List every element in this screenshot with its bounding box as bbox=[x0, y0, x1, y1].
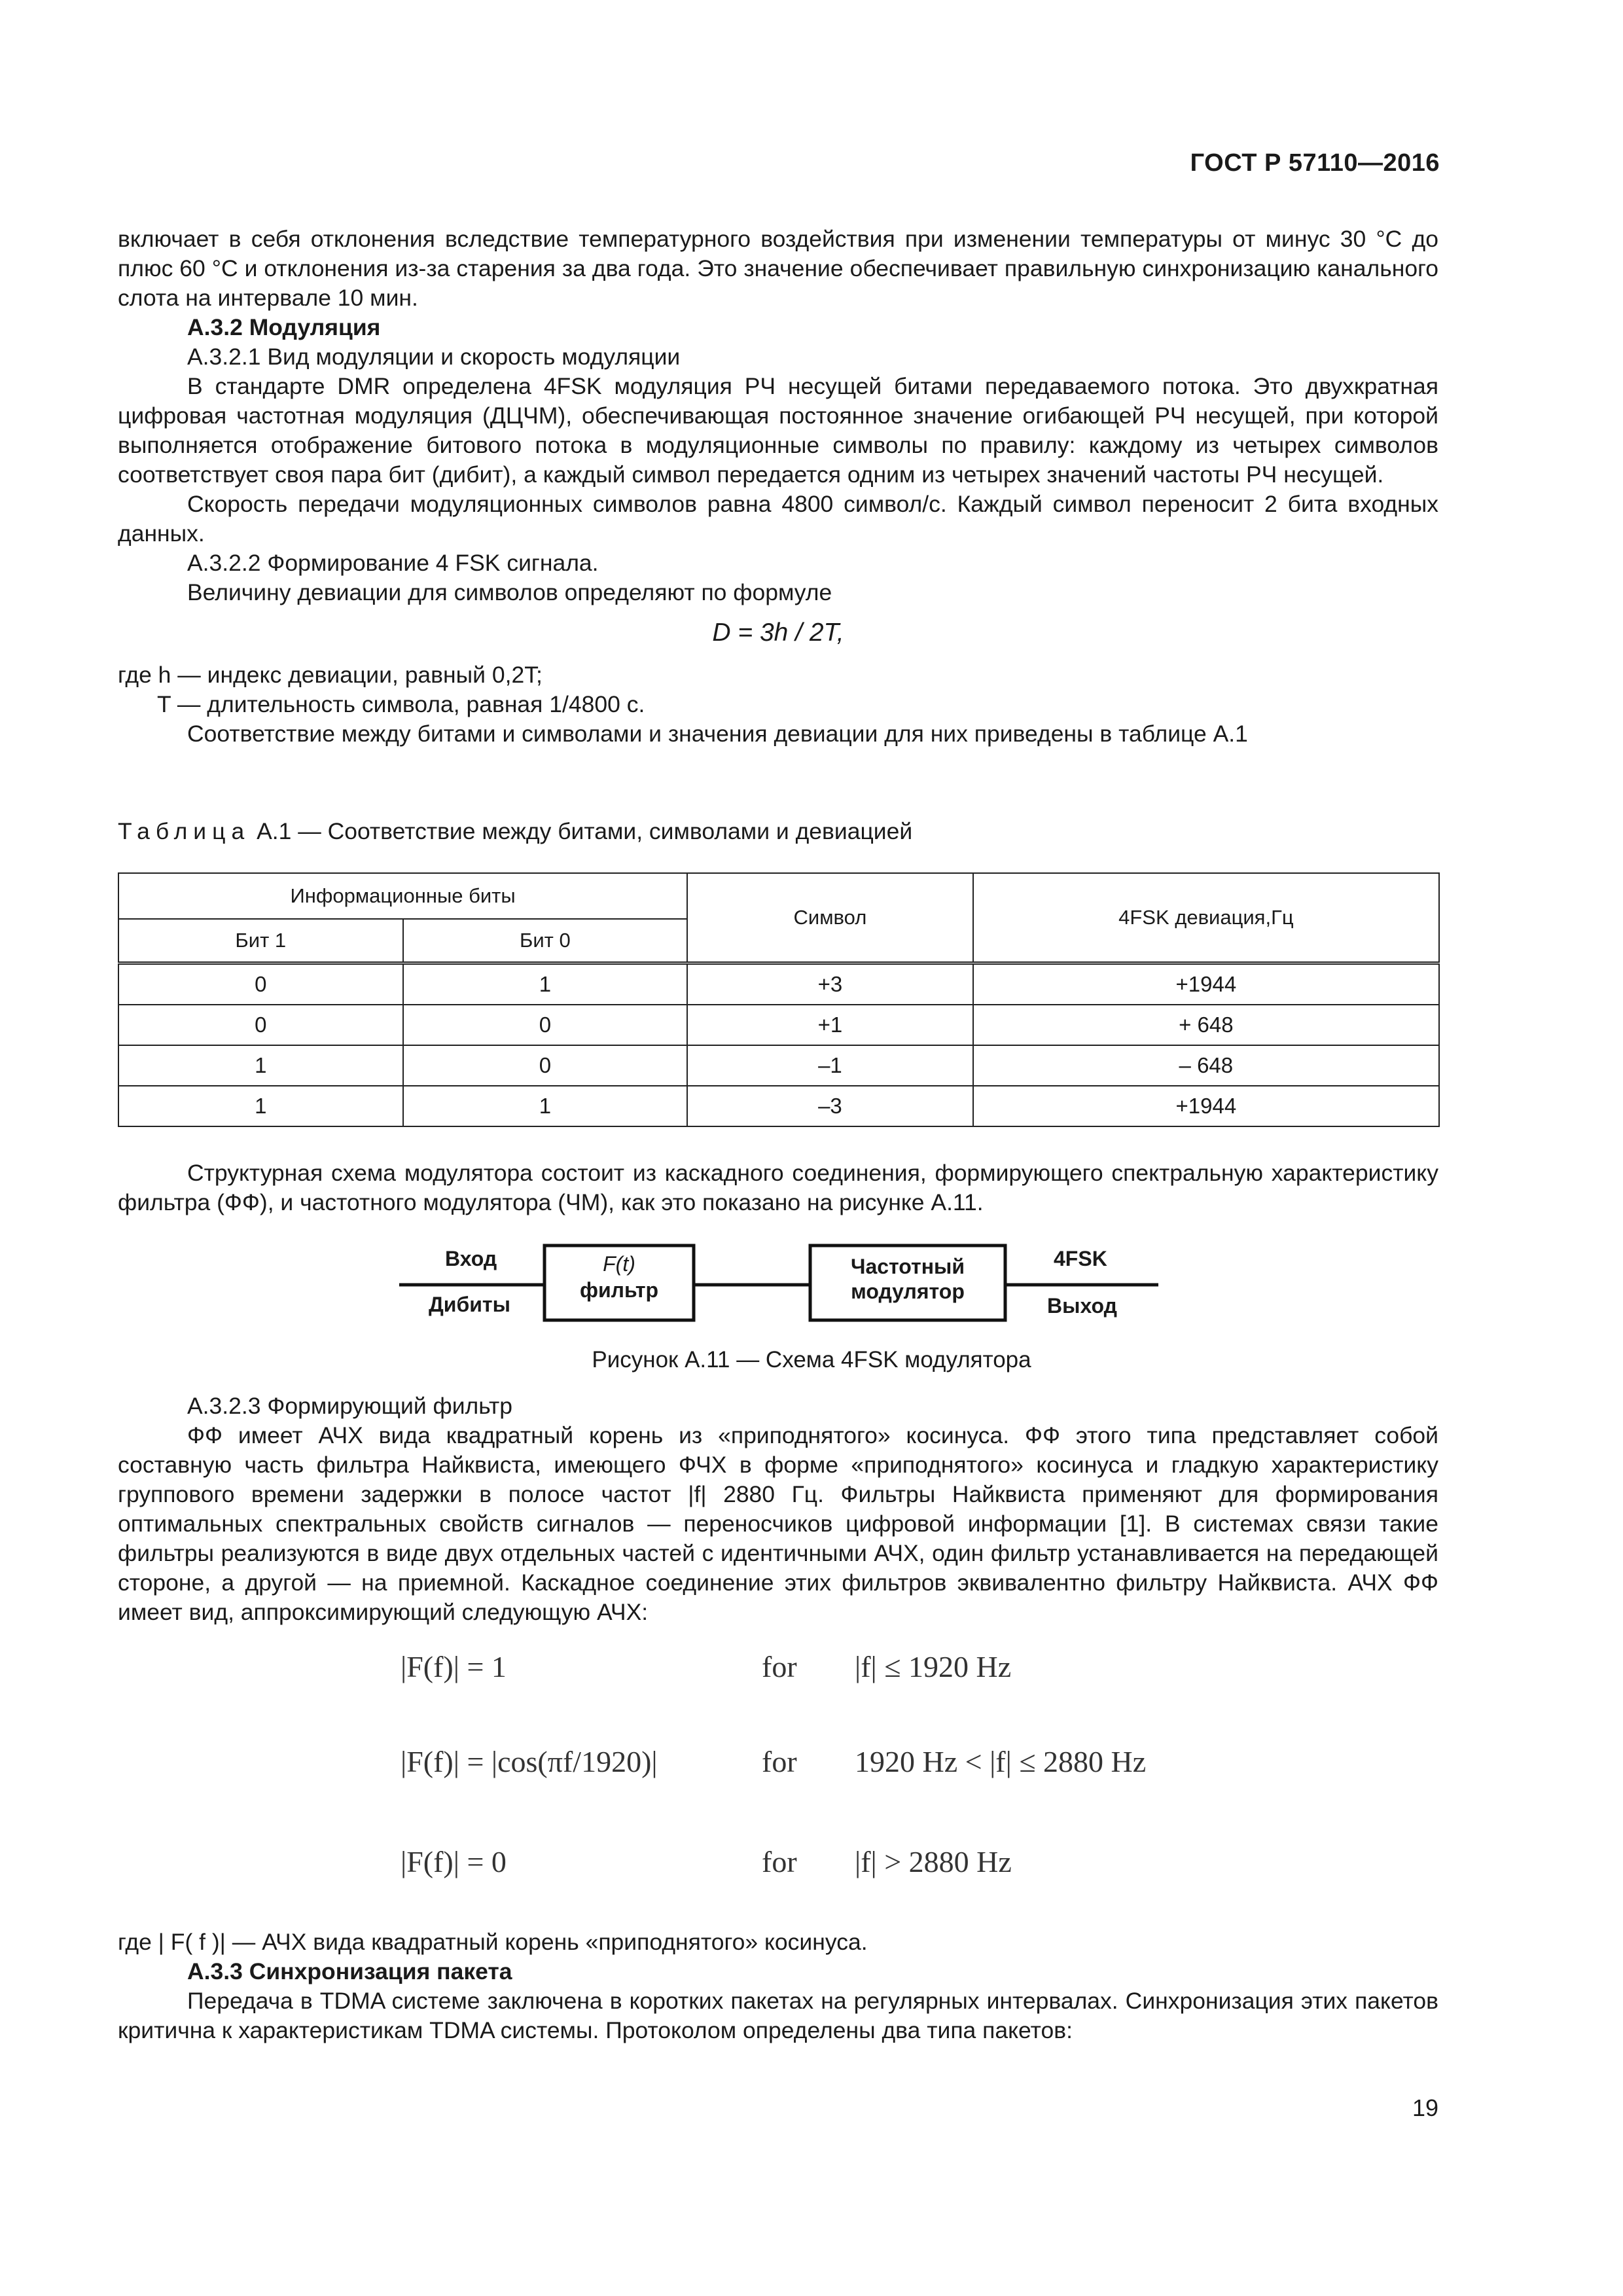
formula-legend: где | F( f )| — АЧХ вида квадратный корень «приподнятого» косинуса. bbox=[118, 1929, 868, 1955]
formula-condition: |f| > 2880 Hz bbox=[855, 1845, 1012, 1878]
equation-legend: где h — индекс девиации, равный 0,2T; bbox=[118, 662, 543, 688]
formula-condition: |f| ≤ 1920 Hz bbox=[855, 1650, 1012, 1683]
page-number: 19 bbox=[1412, 2094, 1438, 2121]
formula-lhs: |F(f)| = 1 bbox=[401, 1650, 507, 1683]
table-caption-label: Таблица bbox=[118, 818, 251, 844]
figure-caption: Рисунок А.11 — Схема 4FSK модулятора bbox=[592, 1347, 1031, 1372]
equation-legend: T — длительность символа, равная 1/4800 с. bbox=[157, 691, 645, 717]
paragraph: Соответствие между битами и символами и значения девиации для них приведены в таблице А.1 bbox=[187, 721, 1248, 747]
subsection-heading: А.3.2.1 Вид модуляции и скорость модуляции bbox=[187, 344, 681, 370]
cell-bit1: 1 bbox=[118, 1086, 403, 1126]
formula-for: for bbox=[762, 1845, 797, 1878]
paragraph: Величину девиации для символов определяют по формуле bbox=[187, 579, 832, 605]
paragraph: включает в себя отклонения вследствие температурного воздействия при изменении температуры от минус 30 °С до плюс 60 °С и отклонения из-за старения за два года. Это значение обеспечивает правильную синхронизацию канального слота на интервале 10 мин. bbox=[118, 226, 1438, 311]
cell-bit0: 0 bbox=[403, 1045, 688, 1086]
formula-lhs: |F(f)| = 0 bbox=[401, 1845, 507, 1878]
subsection-heading: А.3.2.3 Формирующий фильтр bbox=[187, 1393, 512, 1419]
cell-symbol: –1 bbox=[687, 1045, 973, 1086]
input-label: Вход bbox=[445, 1247, 497, 1270]
table-row bbox=[118, 963, 1439, 1005]
cell-bit1: 1 bbox=[118, 1045, 403, 1086]
paragraph: Передача в TDMA системе заключена в коротких пакетах на регулярных интервалах. Синхронизация этих пакетов критична к характеристикам TDMA системы. Протоколом определены два типа пакетов: bbox=[118, 1988, 1438, 2043]
input-sublabel: Дибиты bbox=[429, 1293, 510, 1316]
section-heading: А.3.2 Модуляция bbox=[187, 314, 381, 340]
document-header: ГОСТ Р 57110—2016 bbox=[1190, 149, 1440, 177]
formula-condition: 1920 Hz < |f| ≤ 2880 Hz bbox=[855, 1745, 1147, 1778]
paragraph: В стандарте DMR определена 4FSK модуляция РЧ несущей битами передаваемого потока. Это двухкратная цифровая частотная модуляция (ДЦЧМ), обеспечивающая постоянное значение огибающей РЧ несущей, при которой выполняется отображение битового потока в модуляционные символы по правилу: каждому из четырех символов соответствует своя пара бит (дибит), а каждый символ передается одним из четырех значений частоты РЧ несущей. bbox=[118, 373, 1438, 488]
cell-symbol: +1 bbox=[687, 1005, 973, 1045]
table-header-bit1: Бит 1 bbox=[118, 919, 403, 963]
text-block-modulator bbox=[118, 1158, 1438, 1217]
paragraph: Структурная схема модулятора состоит из каскадного соединения, формирующего спектральную характеристику фильтра (ФФ), и частотного модулятора (ЧМ), как это показано на рисунке А.11. bbox=[118, 1160, 1438, 1215]
subsection-heading: А.3.2.2 Формирование 4 FSK сигнала. bbox=[187, 550, 599, 576]
filter-block-label: фильтр bbox=[579, 1278, 659, 1302]
cell-symbol: –3 bbox=[687, 1086, 973, 1126]
deviation-equation: D = 3h / 2T, bbox=[712, 619, 844, 647]
formula-for: for bbox=[762, 1745, 797, 1778]
cell-bit1: 0 bbox=[118, 1005, 403, 1045]
modulator-block-title: Частотный bbox=[850, 1255, 965, 1278]
text-block-intro bbox=[118, 224, 1438, 749]
table-row bbox=[118, 1005, 1439, 1045]
text-block-filter bbox=[118, 1391, 1438, 1627]
cell-deviation: +1944 bbox=[973, 1086, 1439, 1126]
cell-deviation: – 648 bbox=[973, 1045, 1439, 1086]
text-block-sync bbox=[118, 1928, 1438, 2045]
cell-bit0: 0 bbox=[403, 1005, 688, 1045]
filter-block-title: F(t) bbox=[603, 1252, 635, 1276]
cell-bit1: 0 bbox=[118, 963, 403, 1005]
paragraph: ФФ имеет АЧХ вида квадратный корень из «приподнятого» косинуса. ФФ этого типа представляет собой составную часть фильтра Найквиста, имеющего ФЧХ в форме «приподнятого» косинуса и гладкую характеристику группового времени задержки в полосе частот |f| 2880 Гц. Фильтры Найквиста применяют для формирования оптимальных спектральных свойств сигналов — переносчиков цифровой информации [1]. В системах связи такие фильтры реализуются в виде двух отдельных частей с идентичными АЧХ, один фильтр устанавливается на передающей стороне, а другой — на приемной. Каскадное соединение этих фильтров эквивалентно фильтру Найквиста. АЧХ ФФ имеет вид, аппроксимирующий следующую АЧХ: bbox=[118, 1422, 1438, 1625]
paragraph: Скорость передачи модуляционных символов равна 4800 символ/с. Каждый символ переносит 2 бита входных данных. bbox=[118, 491, 1438, 547]
formula-for: for bbox=[762, 1650, 797, 1683]
table-header-bit0: Бит 0 bbox=[403, 919, 688, 963]
modulator-block-label: модулятор bbox=[851, 1280, 965, 1303]
table-row bbox=[118, 1086, 1439, 1126]
formula-lhs: |F(f)| = |cos(πf/1920)| bbox=[401, 1745, 658, 1778]
modulator-diagram bbox=[393, 1239, 1165, 1331]
cell-deviation: + 648 bbox=[973, 1005, 1439, 1045]
cell-bit0: 1 bbox=[403, 963, 688, 1005]
output-label: 4FSK bbox=[1054, 1247, 1107, 1270]
table-row bbox=[118, 1045, 1439, 1086]
cell-bit0: 1 bbox=[403, 1086, 688, 1126]
cell-symbol: +3 bbox=[687, 963, 973, 1005]
table-header-deviation: 4FSK девиация,Гц bbox=[973, 873, 1439, 963]
table-caption bbox=[118, 818, 912, 845]
table-header-symbol: Символ bbox=[687, 873, 973, 963]
table-caption-text: А.1 — Соответствие между битами, символами и девиацией bbox=[250, 818, 913, 844]
table-group-header: Информационные биты bbox=[118, 873, 687, 919]
output-sublabel: Выход bbox=[1047, 1294, 1117, 1318]
section-heading: А.3.3 Синхронизация пакета bbox=[187, 1958, 512, 1984]
bits-symbols-table bbox=[118, 872, 1440, 1127]
cell-deviation: +1944 bbox=[973, 963, 1439, 1005]
